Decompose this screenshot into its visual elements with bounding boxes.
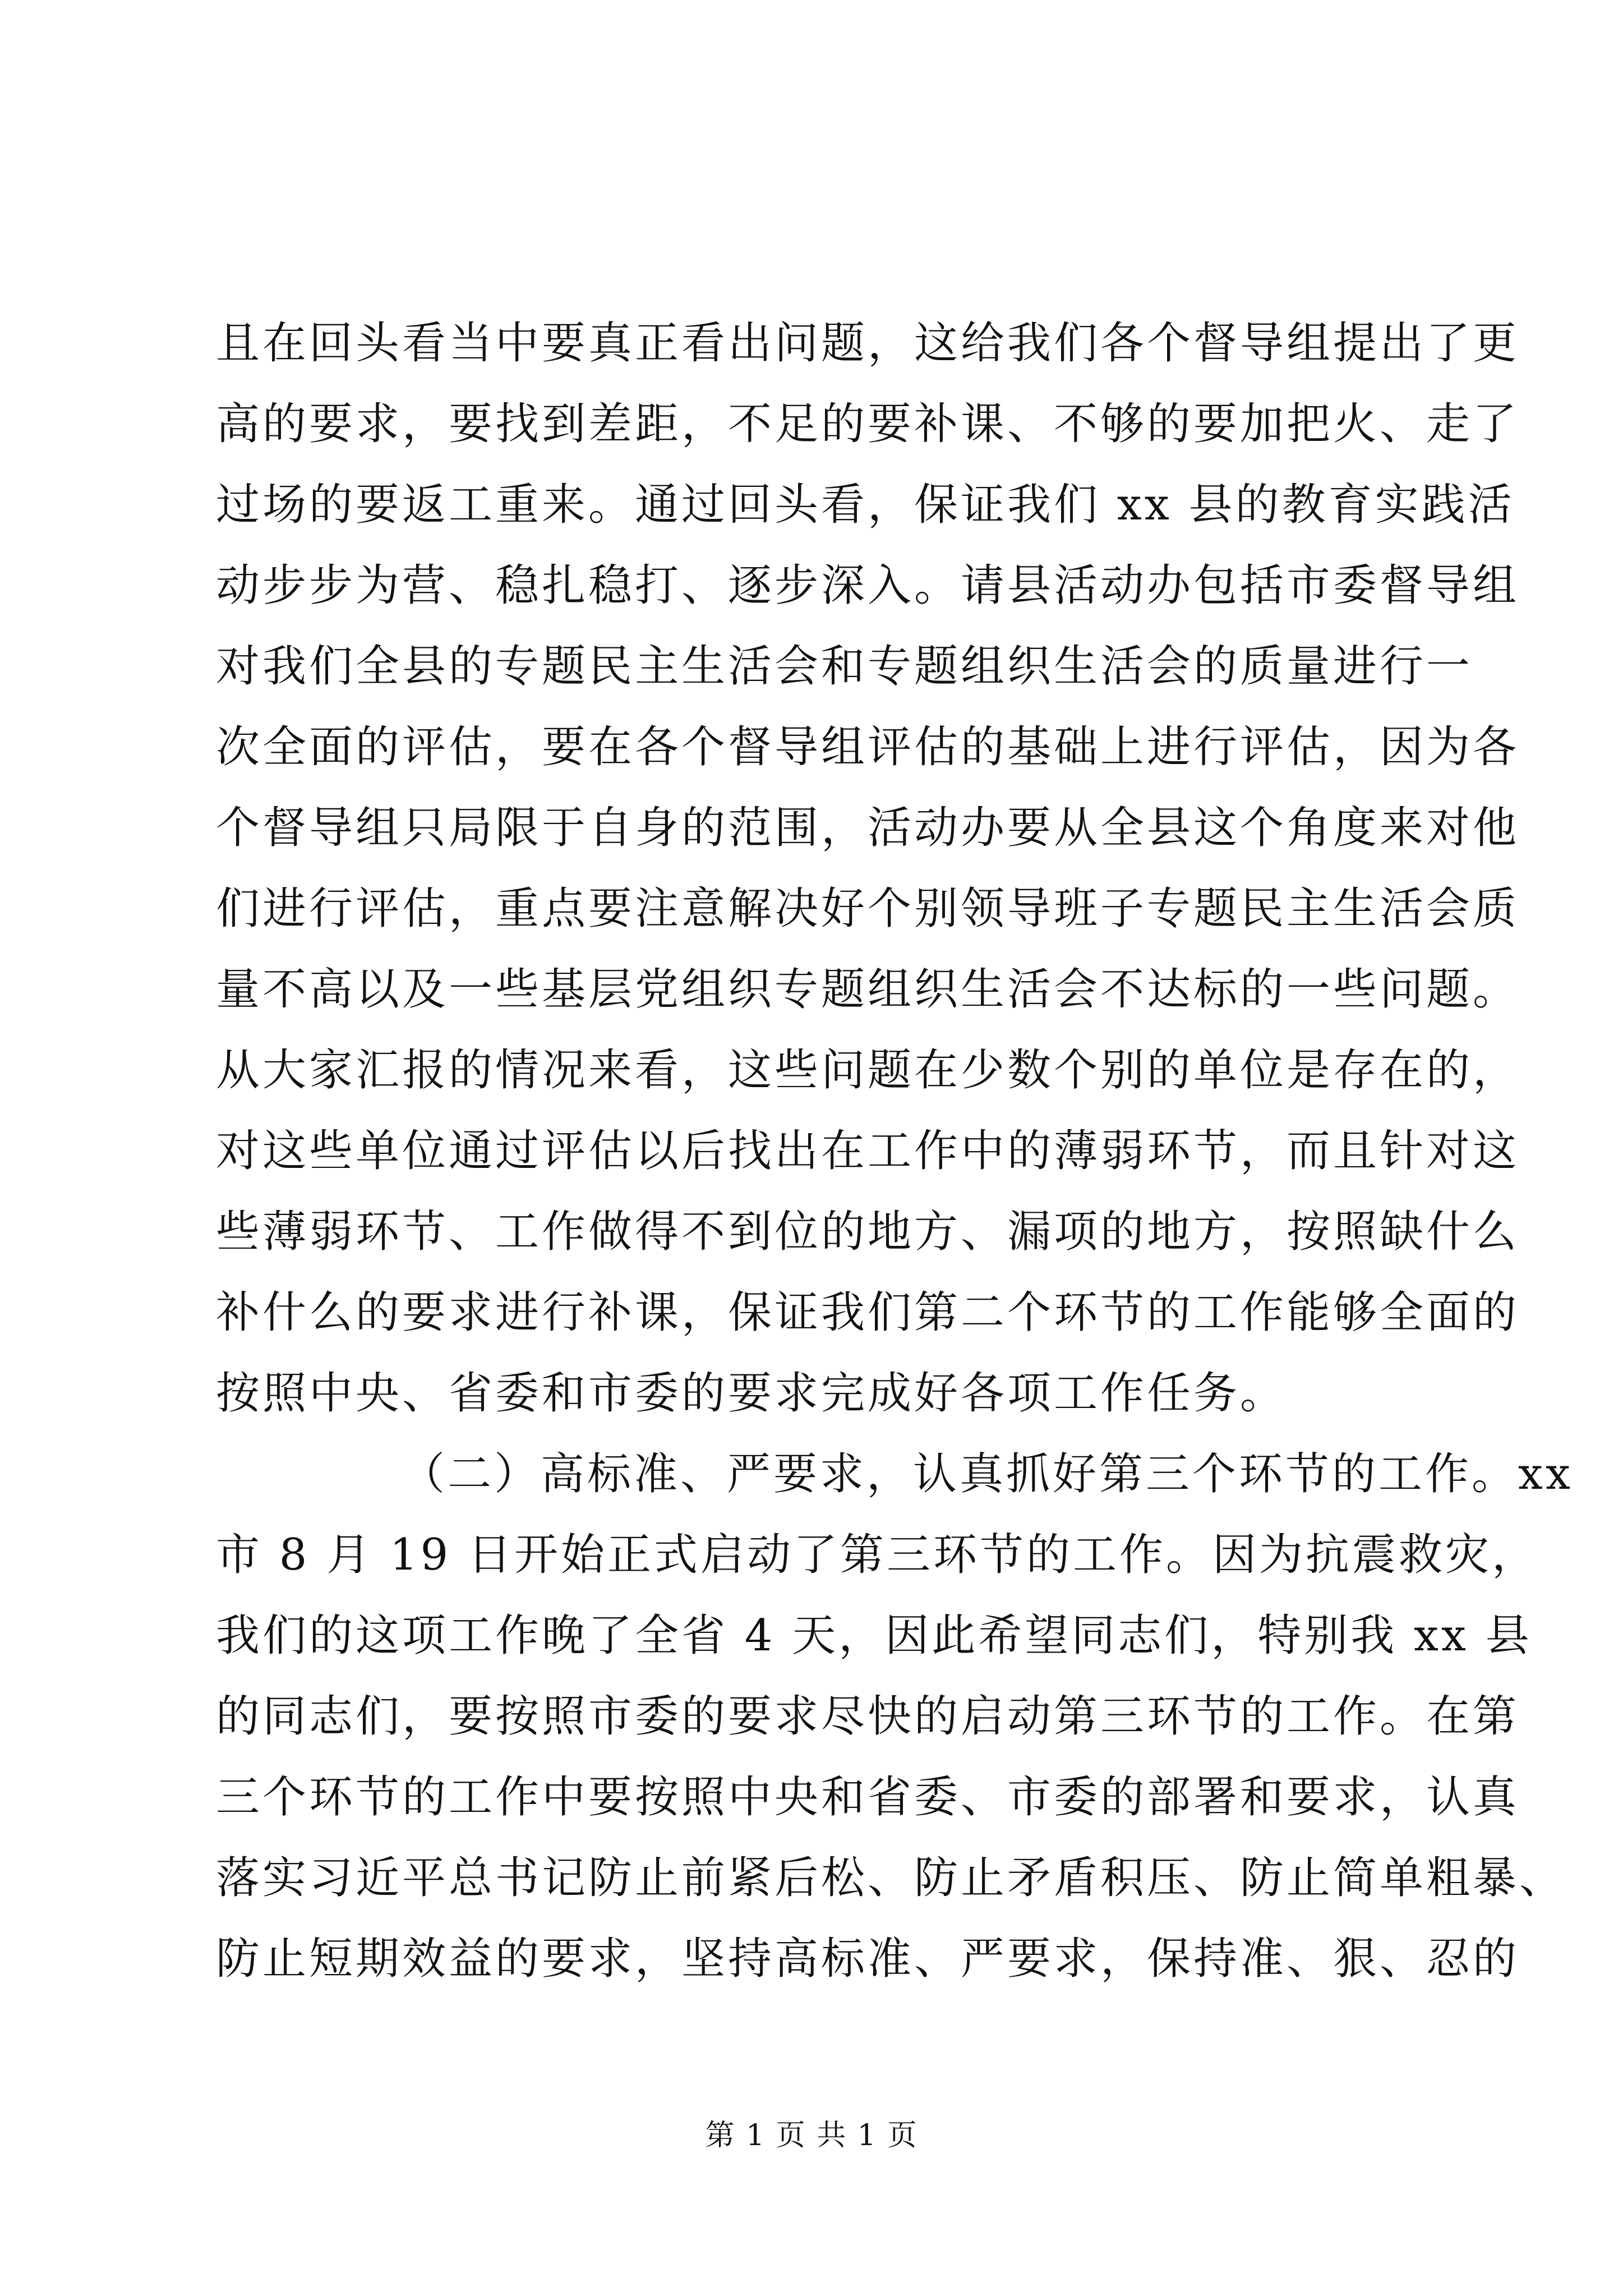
text-line: 对我们全县的专题民主生活会和专题组织生活会的质量进行一 [216, 641, 1473, 692]
body-text [216, 303, 1573, 1999]
text-line: 从大家汇报的情况来看，这些问题在少数个别的单位是存在的， [216, 1045, 1520, 1096]
text-line: 个督导组只局限于自身的范围，活动办要从全县这个角度来对他 [216, 803, 1520, 853]
text-line: 高的要求，要找到差距，不足的要补课、不够的要加把火、走了 [216, 399, 1520, 449]
text-line: 市 8 月 19 日开始正式启动了第三环节的工作。因为抗震救灾， [216, 1530, 1539, 1580]
section-heading-line: （二）高标准、严要求，认真抓好第三个环节的工作。xx [401, 1449, 1573, 1499]
text-line: 量不高以及一些基层党组织专题组织生活会不达标的一些问题。 [216, 964, 1520, 1015]
text-line: 次全面的评估，要在各个督导组评估的基础上进行评估，因为各 [216, 722, 1520, 772]
text-line: 按照中央、省委和市委的要求完成好各项工作任务。 [216, 1368, 1287, 1419]
text-line: 们进行评估，重点要注意解决好个别领导班子专题民主生活会质 [216, 884, 1520, 934]
text-line: 防止短期效益的要求，坚持高标准、严要求，保持准、狠、忍的 [216, 1934, 1520, 1984]
page-footer: 第 1 页 共 1 页 [705, 2119, 918, 2152]
text-line: 的同志们，要按照市委的要求尽快的启动第三环节的工作。在第 [216, 1691, 1520, 1742]
text-line: 过场的要返工重来。通过回头看，保证我们 xx 县的教育实践活 [216, 480, 1515, 530]
text-line: 动步步为营、稳扎稳打、逐步深入。请县活动办包括市委督导组 [216, 560, 1520, 611]
text-line: 且在回头看当中要真正看出问题，这给我们各个督导组提出了更 [216, 318, 1520, 369]
text-line: 落实习近平总书记防止前紧后松、防止矛盾积压、防止简单粗暴、 [216, 1853, 1566, 1903]
text-line: 我们的这项工作晚了全省 4 天，因此希望同志们，特别我 xx 县 [216, 1611, 1532, 1661]
text-line: 补什么的要求进行补课，保证我们第二个环节的工作能够全面的 [216, 1287, 1520, 1338]
text-line: 些薄弱环节、工作做得不到位的地方、漏项的地方，按照缺什么 [216, 1207, 1520, 1257]
text-line: 三个环节的工作中要按照中央和省委、市委的部署和要求，认真 [216, 1772, 1520, 1823]
text-line: 对这些单位通过评估以后找出在工作中的薄弱环节，而且针对这 [216, 1126, 1520, 1176]
